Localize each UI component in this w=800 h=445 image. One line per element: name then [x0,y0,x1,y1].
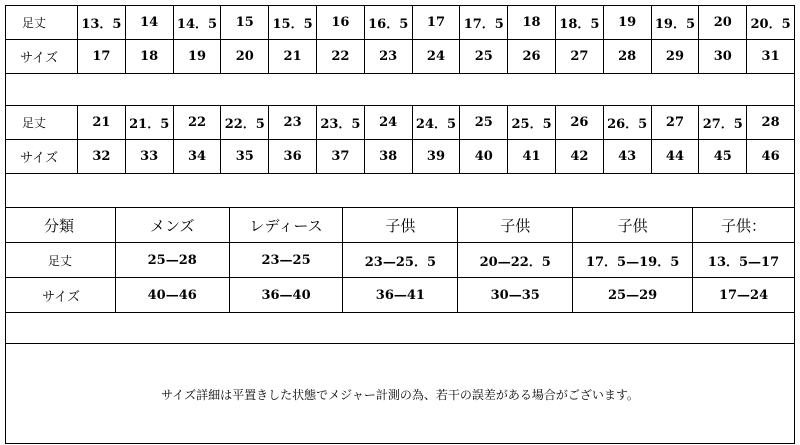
category-cell: 子供 [573,208,693,243]
table2-foot-row [6,106,795,140]
size-cell: 45 [699,140,747,174]
size-cell: 19 [173,40,221,74]
category-cell: メンズ [115,208,229,243]
foot-cell: 20 [699,6,747,40]
size-cell: 23 [364,40,412,74]
foot-range-cell: 20—22．5 [458,243,573,278]
size-label: サイズ [6,40,78,74]
spacer-band [5,72,795,106]
size-cell: 30 [699,40,747,74]
size-cell: 31 [747,40,795,74]
foot-cell: 14．5 [173,6,221,40]
foot-cell: 14 [125,6,173,40]
foot-cell: 15 [221,6,269,40]
size-cell: 33 [125,140,173,174]
foot-cell: 19．5 [651,6,699,40]
foot-cell: 13．5 [78,6,126,40]
category-label: 分類 [6,208,116,243]
size-cell: 20 [221,40,269,74]
foot-cell: 22 [173,106,221,140]
size-cell: 43 [603,140,651,174]
foot-cell: 18．5 [555,6,603,40]
table2-size-row [6,140,795,174]
foot-cell: 26．5 [603,106,651,140]
category-cell: 子供 [458,208,573,243]
table1-size-row [6,40,795,74]
size-cell: 44 [651,140,699,174]
size-table-2 [5,105,795,174]
size-cell: 40 [460,140,508,174]
category-row [6,208,795,243]
foot-cell: 25 [460,106,508,140]
size-cell: 28 [603,40,651,74]
foot-cell: 22．5 [221,106,269,140]
size-range-cell: 17—24 [693,278,795,313]
foot-cell: 17．5 [460,6,508,40]
foot-cell: 27 [651,106,699,140]
foot-cell: 25．5 [508,106,556,140]
size-label: サイズ [6,140,78,174]
size-table-1 [5,5,795,74]
foot-cell: 20．5 [747,6,795,40]
size-cell: 17 [78,40,126,74]
foot-cell: 26 [555,106,603,140]
size-cell: 41 [508,140,556,174]
note-box [5,343,795,444]
foot-cell: 18 [508,6,556,40]
foot-range-cell: 13．5—17 [693,243,795,278]
foot-cell: 16．5 [364,6,412,40]
size-range-cell: 36—41 [343,278,458,313]
foot-range-cell: 17．5—19．5 [573,243,693,278]
foot-cell: 28 [747,106,795,140]
foot-cell: 24．5 [412,106,460,140]
size-cell: 42 [555,140,603,174]
foot-cell: 24 [364,106,412,140]
size-cell: 46 [747,140,795,174]
foot-cell: 21．5 [125,106,173,140]
foot-length-label: 足丈 [6,106,78,140]
measurement-note: サイズ詳細は平置きした状態でメジャー計測の為、若干の誤差がある場合がございます。 [161,388,639,402]
size-cell: 22 [316,40,364,74]
category-table [5,207,795,313]
size-cell: 27 [555,40,603,74]
foot-length-label: 足丈 [6,243,116,278]
table3-foot-row [6,243,795,278]
foot-cell: 15．5 [269,6,317,40]
size-cell: 21 [269,40,317,74]
foot-range-cell: 23—25 [229,243,343,278]
foot-cell: 23．5 [316,106,364,140]
foot-cell: 19 [603,6,651,40]
size-cell: 18 [125,40,173,74]
foot-length-label: 足丈 [6,6,78,40]
size-cell: 38 [364,140,412,174]
category-cell: 子供 [343,208,458,243]
foot-cell: 16 [316,6,364,40]
foot-cell: 21 [78,106,126,140]
size-range-cell: 25—29 [573,278,693,313]
size-cell: 29 [651,40,699,74]
category-cell: レディース [229,208,343,243]
foot-range-cell: 23—25．5 [343,243,458,278]
size-range-cell: 36—40 [229,278,343,313]
size-cell: 39 [412,140,460,174]
size-cell: 25 [460,40,508,74]
spacer-band [5,172,795,208]
foot-cell: 27．5 [699,106,747,140]
size-cell: 34 [173,140,221,174]
table3-size-row [6,278,795,313]
foot-cell: 17 [412,6,460,40]
size-cell: 24 [412,40,460,74]
size-cell: 32 [78,140,126,174]
size-cell: 26 [508,40,556,74]
foot-cell: 23 [269,106,317,140]
size-cell: 36 [269,140,317,174]
size-range-cell: 30—35 [458,278,573,313]
size-label: サイズ [6,278,116,313]
spacer-band [5,311,795,344]
size-range-cell: 40—46 [115,278,229,313]
table1-foot-row [6,6,795,40]
foot-range-cell: 25—28 [115,243,229,278]
size-cell: 35 [221,140,269,174]
size-cell: 37 [316,140,364,174]
category-cell: 子供： [693,208,795,243]
